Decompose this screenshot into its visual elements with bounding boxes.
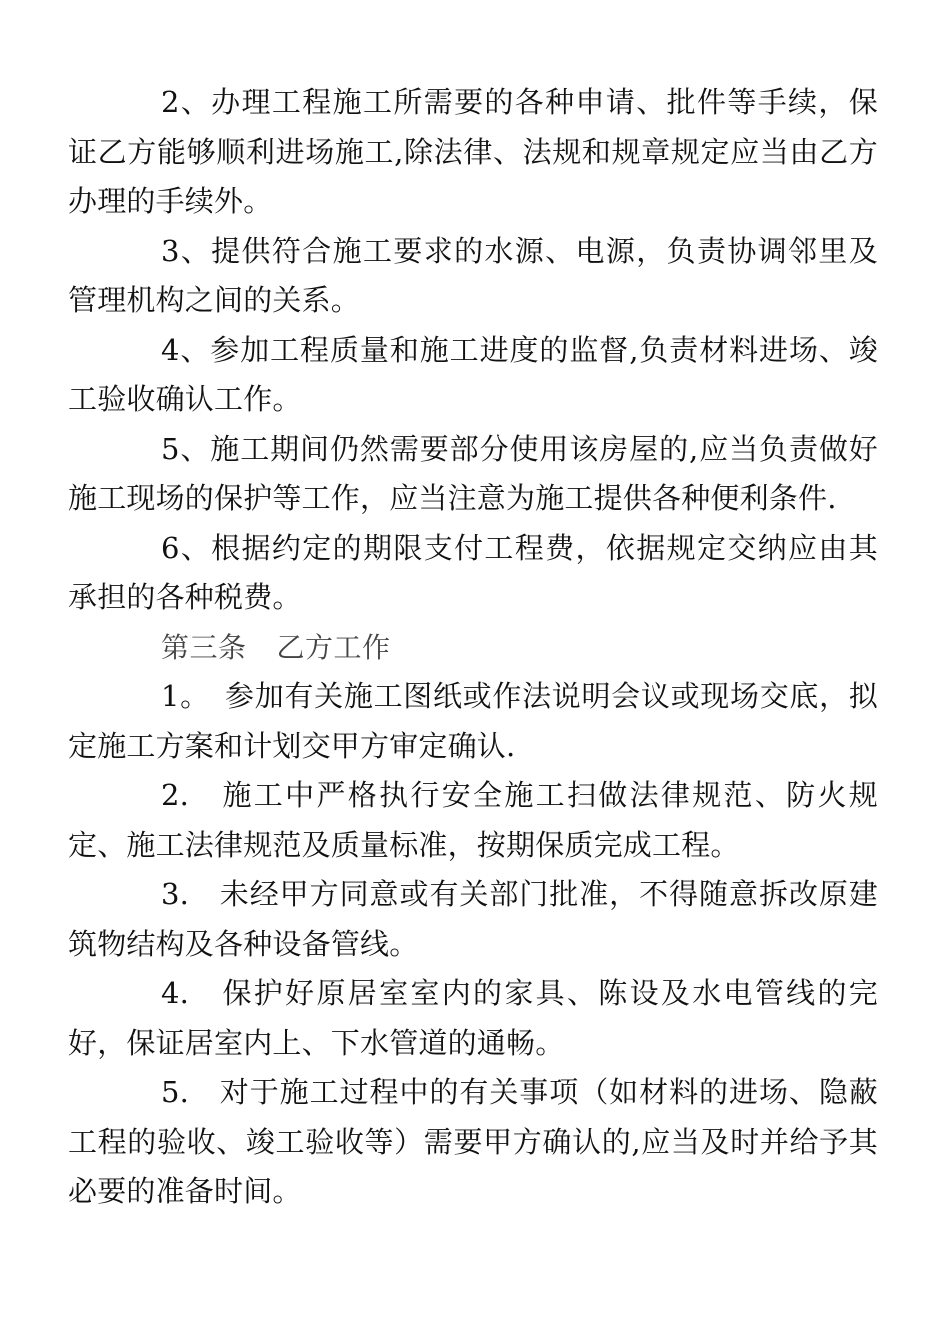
party-b-item-4: 4. 保护好原居室室内的家具、陈设及水电管线的完好，保证居室内上、下水管道的通畅。 [68,976,878,1060]
section-title: 乙方工作 [276,630,391,664]
party-a-item-3: 3、提供符合施工要求的水源、电源，负责协调邻里及管理机构之间的关系。 [68,233,878,317]
party-a-item-2: 2、办理工程施工所需要的各种申请、批件等手续，保证乙方能够顺利进场施工,除法律、法规和规章规定应当由乙方办理的手续外。 [68,85,878,218]
section-heading [68,623,878,673]
party-b-item-2: 2. 施工中严格执行安全施工扫做法律规范、防火规定、施工法律规范及质量标准，按期保质完成工程。 [68,778,878,862]
party-b-item-1: 1。 参加有关施工图纸或作法说明会议或现场交底，拟定施工方案和计划交甲方审定确认. [68,679,878,763]
party-b-item-5: 5. 对于施工过程中的有关事项（如材料的进场、隐蔽工程的验收、竣工验收等）需要甲方确认的,应当及时并给予其必要的准备时间。 [68,1075,878,1208]
section-number: 第三条 [161,630,247,664]
party-b-item-3: 3. 未经甲方同意或有关部门批准，不得随意拆改原建筑物结构及各种设备管线。 [68,877,878,961]
party-a-item-6: 6、根据约定的期限支付工程费，依据规定交纳应由其承担的各种税费。 [68,530,878,614]
party-a-item-5: 5、施工期间仍然需要部分使用该房屋的,应当负责做好施工现场的保护等工作，应当注意为施工提供各种便利条件. [68,431,878,515]
party-a-item-4: 4、参加工程质量和施工进度的监督,负责材料进场、竣工验收确认工作。 [68,332,878,416]
document-page [68,78,878,1217]
